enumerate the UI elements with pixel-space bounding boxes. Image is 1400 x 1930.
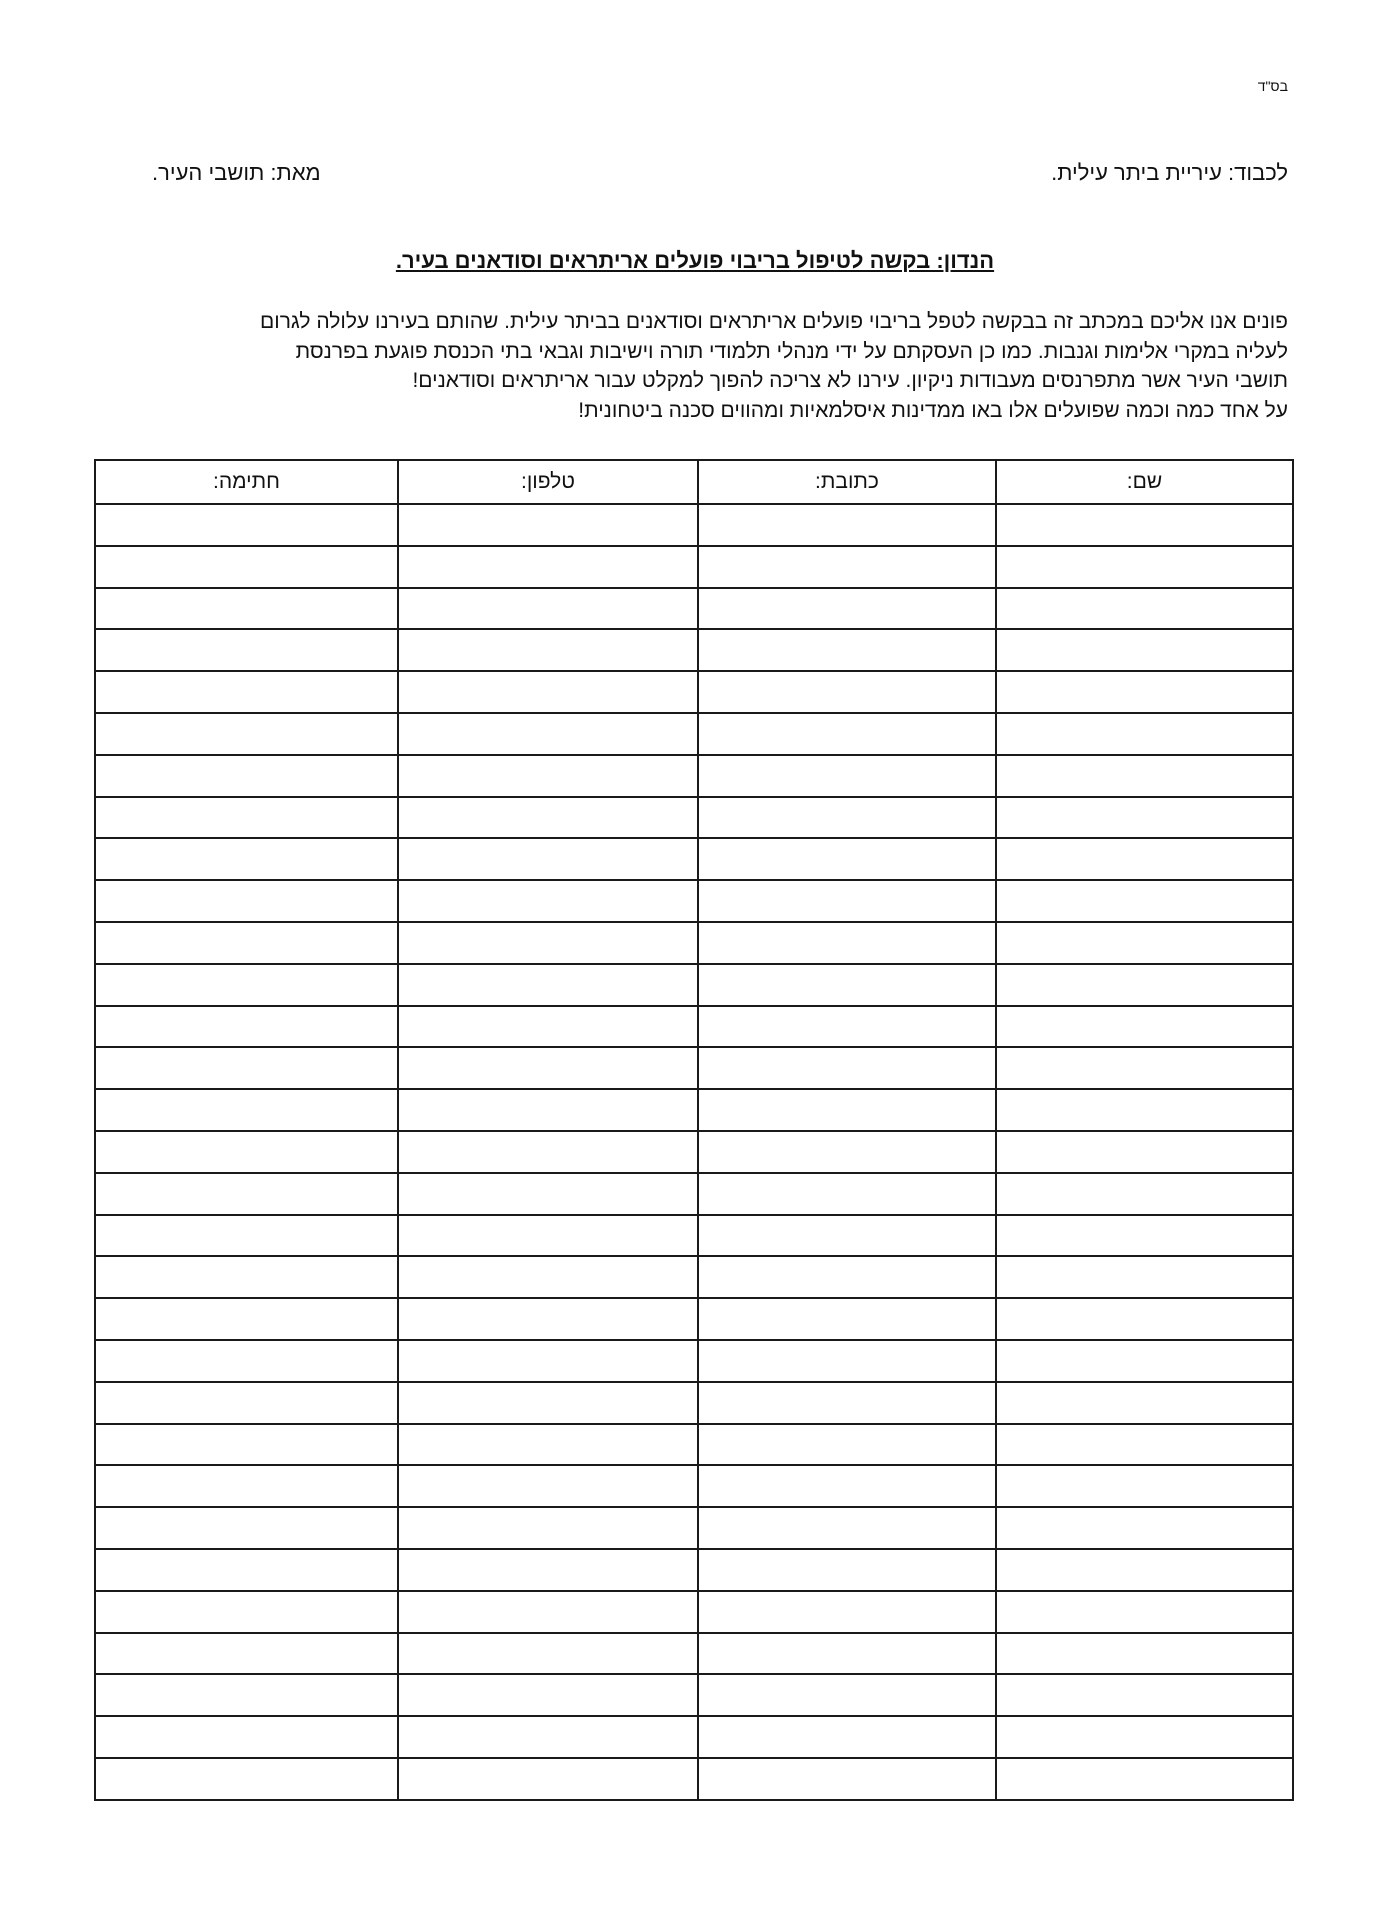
name-cell — [996, 504, 1293, 546]
phone-cell — [398, 1256, 698, 1298]
address-cell — [698, 1006, 996, 1048]
phone-cell — [398, 1465, 698, 1507]
table-row — [95, 1465, 1293, 1507]
address-cell — [698, 1298, 996, 1340]
phone-cell — [398, 755, 698, 797]
phone-cell — [398, 1006, 698, 1048]
phone-cell — [398, 1591, 698, 1633]
phone-cell — [398, 1089, 698, 1131]
address-cell — [698, 1382, 996, 1424]
table-row — [95, 880, 1293, 922]
subject-line: הנדון: בקשה לטיפול בריבוי פועלים אריתראים וסודאנים בעיר. — [395, 248, 995, 273]
signature-cell — [95, 1758, 398, 1800]
signature-cell — [95, 1633, 398, 1675]
signature-cell — [95, 1716, 398, 1758]
address-cell — [698, 1633, 996, 1675]
signature-cell — [95, 1340, 398, 1382]
body-line: לעליה במקרי אלימות וגנבות. כמו כן העסקתם על ידי מנהלי תלמודי תורה וישיבות וגבאי בתי הכנסת פוגעת בפרנסת — [295, 339, 1288, 363]
table-row — [95, 797, 1293, 839]
table-row — [95, 1507, 1293, 1549]
name-cell — [996, 1465, 1293, 1507]
signature-cell — [95, 1215, 398, 1257]
bsd-mark: בס"ד — [1257, 78, 1288, 94]
address-cell — [698, 1674, 996, 1716]
table-row — [95, 1173, 1293, 1215]
table-row — [95, 588, 1293, 630]
phone-cell — [398, 1424, 698, 1466]
header-phone: טלפון: — [398, 460, 698, 504]
signature-rows — [95, 504, 1293, 1800]
table-row — [95, 546, 1293, 588]
address-cell — [698, 713, 996, 755]
phone-cell — [398, 838, 698, 880]
name-cell — [996, 1173, 1293, 1215]
name-cell — [996, 1507, 1293, 1549]
signature-cell — [95, 1047, 398, 1089]
table-row — [95, 1047, 1293, 1089]
table-row — [95, 1633, 1293, 1675]
phone-cell — [398, 1549, 698, 1591]
table-row — [95, 1674, 1293, 1716]
phone-cell — [398, 588, 698, 630]
name-cell — [996, 546, 1293, 588]
address-cell — [698, 629, 996, 671]
phone-cell — [398, 1340, 698, 1382]
signature-cell — [95, 880, 398, 922]
phone-cell — [398, 1173, 698, 1215]
signature-cell — [95, 755, 398, 797]
phone-cell — [398, 1507, 698, 1549]
signature-cell — [95, 964, 398, 1006]
name-cell — [996, 880, 1293, 922]
header-name: שם: — [996, 460, 1293, 504]
table-row — [95, 1215, 1293, 1257]
signature-cell — [95, 504, 398, 546]
address-cell — [698, 1215, 996, 1257]
table-row — [95, 1340, 1293, 1382]
signature-cell — [95, 1256, 398, 1298]
address-cell — [698, 588, 996, 630]
signature-cell — [95, 1674, 398, 1716]
body-line: על אחד כמה וכמה שפועלים אלו באו ממדינות איסלמאיות ומהווים סכנה ביטחונית! — [578, 398, 1288, 422]
signature-cell — [95, 546, 398, 588]
address-cell — [698, 1591, 996, 1633]
name-cell — [996, 713, 1293, 755]
signature-table — [94, 459, 1294, 1801]
name-cell — [996, 1549, 1293, 1591]
phone-cell — [398, 1716, 698, 1758]
name-cell — [996, 1340, 1293, 1382]
sender: מאת: תושבי העיר. — [152, 160, 321, 185]
name-cell — [996, 1215, 1293, 1257]
address-cell — [698, 1716, 996, 1758]
address-cell — [698, 1424, 996, 1466]
address-cell — [698, 1465, 996, 1507]
table-row — [95, 1758, 1293, 1800]
body-line: תושבי העיר אשר מתפרנסים מעבודות ניקיון. עירנו לא צריכה להפוך למקלט עבור אריתראים וסודאנים! — [412, 369, 1288, 392]
table-row — [95, 629, 1293, 671]
name-cell — [996, 1758, 1293, 1800]
signature-cell — [95, 1591, 398, 1633]
phone-cell — [398, 504, 698, 546]
name-cell — [996, 588, 1293, 630]
name-cell — [996, 1716, 1293, 1758]
signature-cell — [95, 1173, 398, 1215]
name-cell — [996, 1131, 1293, 1173]
table-row — [95, 1298, 1293, 1340]
address-cell — [698, 546, 996, 588]
phone-cell — [398, 1674, 698, 1716]
address-cell — [698, 838, 996, 880]
name-cell — [996, 1424, 1293, 1466]
name-cell — [996, 1006, 1293, 1048]
name-cell — [996, 1633, 1293, 1675]
phone-cell — [398, 713, 698, 755]
phone-cell — [398, 964, 698, 1006]
name-cell — [996, 1591, 1293, 1633]
table-row — [95, 755, 1293, 797]
body-line: פונים אנו אליכם במכתב זה בבקשה לטפל בריבוי פועלים אריתראים וסודאנים בביתר עילית. שהותם בעירנו עלולה לגרום — [260, 310, 1288, 333]
table-row — [95, 1256, 1293, 1298]
signature-cell — [95, 671, 398, 713]
phone-cell — [398, 1215, 698, 1257]
name-cell — [996, 1047, 1293, 1089]
phone-cell — [398, 1047, 698, 1089]
phone-cell — [398, 922, 698, 964]
table-row — [95, 1716, 1293, 1758]
address-cell — [698, 1173, 996, 1215]
signature-cell — [95, 629, 398, 671]
address-cell — [698, 755, 996, 797]
address-cell — [698, 797, 996, 839]
address-cell — [698, 1089, 996, 1131]
name-cell — [996, 922, 1293, 964]
signature-cell — [95, 1089, 398, 1131]
table-row — [95, 1382, 1293, 1424]
name-cell — [996, 1089, 1293, 1131]
phone-cell — [398, 1758, 698, 1800]
signature-cell — [95, 1131, 398, 1173]
name-cell — [996, 797, 1293, 839]
name-cell — [996, 1298, 1293, 1340]
table-row — [95, 671, 1293, 713]
address-cell — [698, 1047, 996, 1089]
table-row — [95, 1089, 1293, 1131]
signature-cell — [95, 1549, 398, 1591]
phone-cell — [398, 880, 698, 922]
address-cell — [698, 964, 996, 1006]
address-cell — [698, 1549, 996, 1591]
header-signature: חתימה: — [95, 460, 398, 504]
phone-cell — [398, 797, 698, 839]
address-cell — [698, 880, 996, 922]
signature-cell — [95, 1382, 398, 1424]
table-row — [95, 713, 1293, 755]
name-cell — [996, 755, 1293, 797]
signature-cell — [95, 838, 398, 880]
table-row — [95, 964, 1293, 1006]
addressee: לכבוד: עיריית ביתר עילית. — [1051, 160, 1288, 185]
phone-cell — [398, 1382, 698, 1424]
table-row — [95, 1131, 1293, 1173]
name-cell — [996, 1674, 1293, 1716]
signature-cell — [95, 797, 398, 839]
signature-cell — [95, 1507, 398, 1549]
name-cell — [996, 1256, 1293, 1298]
address-cell — [698, 1507, 996, 1549]
phone-cell — [398, 1298, 698, 1340]
address-cell — [698, 504, 996, 546]
phone-cell — [398, 546, 698, 588]
phone-cell — [398, 629, 698, 671]
signature-cell — [95, 922, 398, 964]
address-cell — [698, 1758, 996, 1800]
table-row — [95, 1591, 1293, 1633]
phone-cell — [398, 671, 698, 713]
signature-cell — [95, 1465, 398, 1507]
phone-cell — [398, 1633, 698, 1675]
header-address: כתובת: — [698, 460, 996, 504]
table-row — [95, 1424, 1293, 1466]
signature-cell — [95, 1424, 398, 1466]
table-row — [95, 504, 1293, 546]
address-cell — [698, 1340, 996, 1382]
phone-cell — [398, 1131, 698, 1173]
name-cell — [996, 671, 1293, 713]
table-row — [95, 1006, 1293, 1048]
address-cell — [698, 1131, 996, 1173]
name-cell — [996, 964, 1293, 1006]
table-row — [95, 838, 1293, 880]
name-cell — [996, 838, 1293, 880]
name-cell — [996, 629, 1293, 671]
signature-cell — [95, 588, 398, 630]
table-row — [95, 1549, 1293, 1591]
signature-cell — [95, 713, 398, 755]
address-cell — [698, 671, 996, 713]
address-cell — [698, 1256, 996, 1298]
address-cell — [698, 922, 996, 964]
name-cell — [996, 1382, 1293, 1424]
table-row — [95, 922, 1293, 964]
table-header-row — [95, 460, 1293, 504]
signature-cell — [95, 1298, 398, 1340]
letter-body — [73, 307, 1288, 425]
signature-cell — [95, 1006, 398, 1048]
